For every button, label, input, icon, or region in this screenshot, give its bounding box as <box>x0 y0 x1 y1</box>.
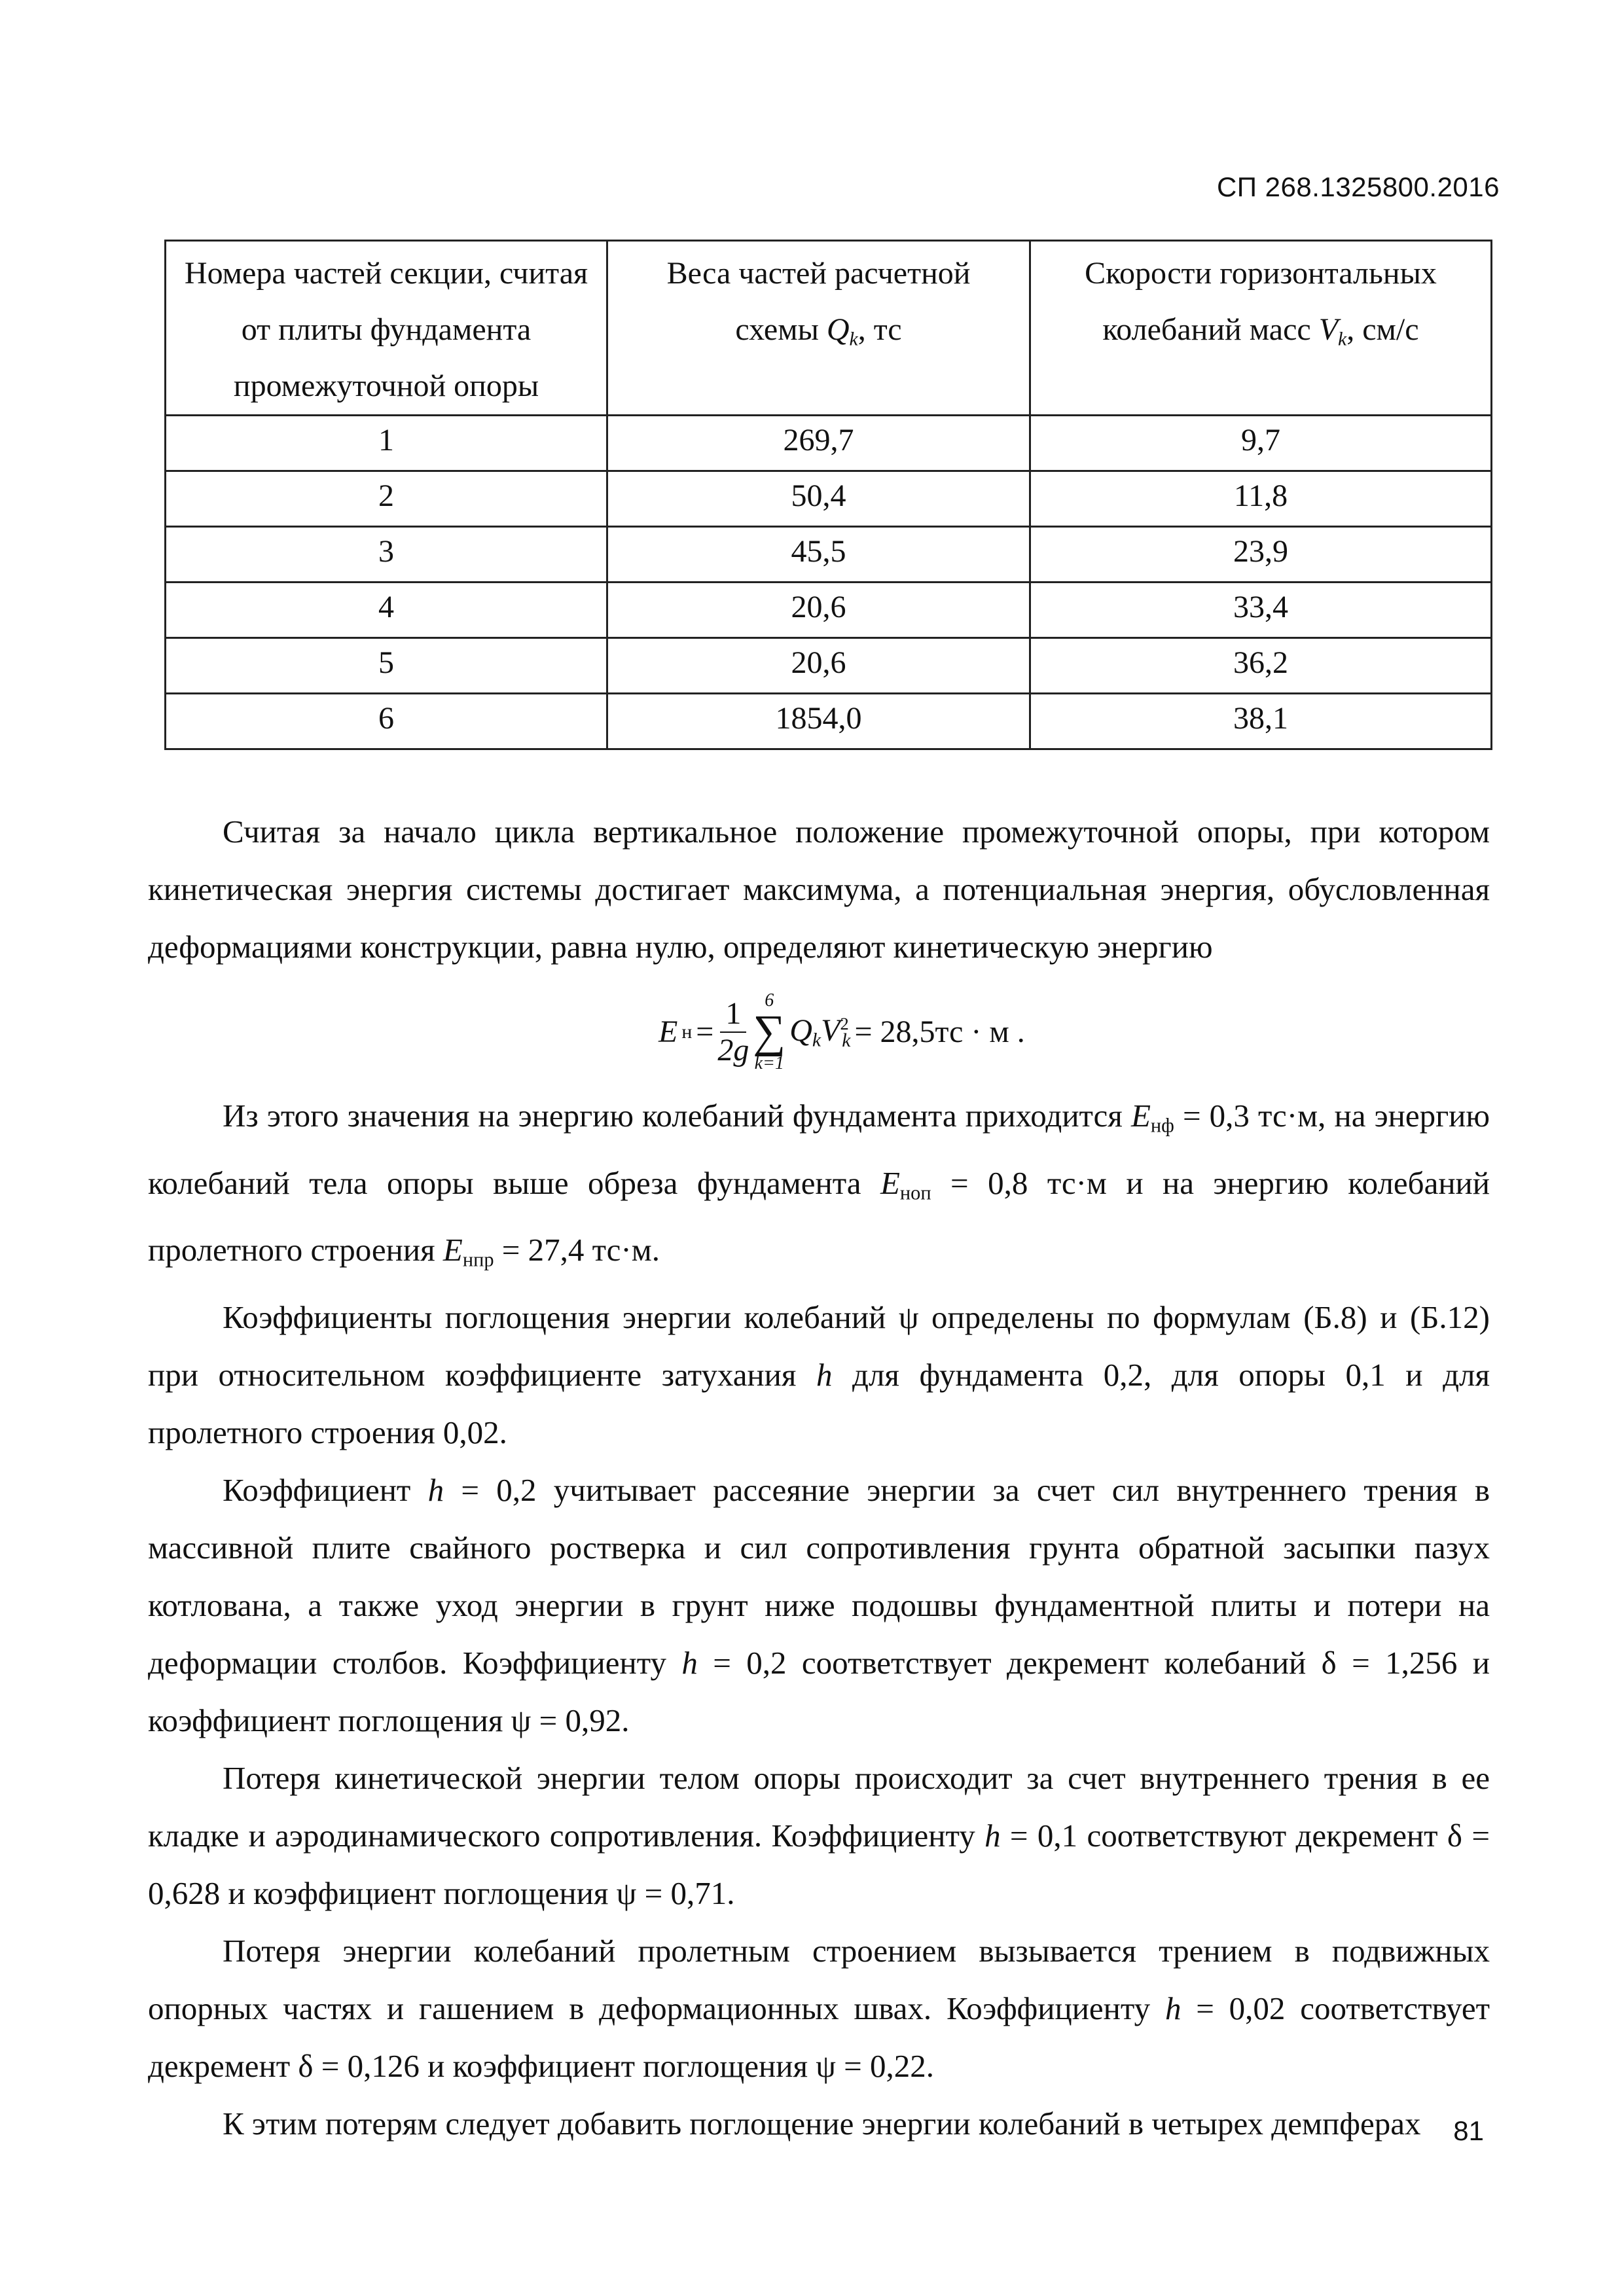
table-row <box>166 471 1492 527</box>
paragraph-span-damping: Потеря энергии колебаний пролетным строением вызывается трением в подвижных опорных частях и гашением в деформационных швах. Коэффициенту h = 0,02 соответствует декремент δ = 0,126 и коэффициент поглощения ψ = 0,22. <box>148 1932 1490 2084</box>
formula-equals: = <box>696 1014 714 1049</box>
table-header-row <box>166 241 1492 416</box>
formula-term-q-sub: k <box>812 1029 821 1051</box>
formula-term-v: V <box>821 1013 840 1049</box>
page-number: 81 <box>1453 2115 1484 2146</box>
cell-part-number: 6 <box>166 694 607 749</box>
cell-weight: 45,5 <box>607 527 1030 583</box>
formula-lhs-sub: н <box>681 1021 693 1043</box>
paragraph-energy-distribution: Из этого значения на энергию колебаний фундамента приходится Eнф = 0,3 тс·м, на энергию колебаний тела опоры выше обреза фундамента Eноп = 0,8 тс·м и на энергию колебаний пролетного строения Eнпр = 27,4 тс·м. <box>148 1098 1490 1271</box>
table-row <box>166 694 1492 749</box>
table-row <box>166 638 1492 694</box>
document-code: СП 268.1325800.2016 <box>1216 171 1500 202</box>
formula-term-q: Q <box>789 1013 812 1049</box>
cell-velocity: 9,7 <box>1030 416 1492 471</box>
formula-lhs: E <box>659 1014 678 1049</box>
formula-fraction <box>717 996 749 1068</box>
header-weights: Веса частей расчетной схемы $Q_k$, тс <box>607 241 1030 416</box>
parts-table <box>164 240 1492 750</box>
body-text <box>148 803 1490 2153</box>
formula-numerator: 1 <box>720 996 746 1033</box>
cell-weight: 20,6 <box>607 583 1030 638</box>
cell-part-number: 4 <box>166 583 607 638</box>
sum-symbol <box>753 990 785 1075</box>
paragraph-dampers: К этим потерям следует добавить поглощение энергии колебаний в четырех демпферах <box>223 2105 1421 2142</box>
cell-weight: 269,7 <box>607 416 1030 471</box>
cell-velocity: 38,1 <box>1030 694 1492 749</box>
paragraph-foundation-damping: Коэффициент h = 0,2 учитывает рассеяние энергии за счет сил внутреннего трения в массивной плите свайного ростверка и сил сопротивления грунта обратной засыпки пазух котлована, а также уход энергии в грунт ниже подошвы фундаментной плиты и потери на деформации столбов. Коэффициенту h = 0,2 соответствует декремент колебаний δ = 1,256 и коэффициент поглощения ψ = 0,92. <box>148 1471 1490 1738</box>
cell-velocity: 33,4 <box>1030 583 1492 638</box>
sigma-icon: ∑ <box>753 1007 786 1057</box>
cell-weight: 1854,0 <box>607 694 1030 749</box>
cell-velocity: 23,9 <box>1030 527 1492 583</box>
table-row <box>166 583 1492 638</box>
cell-weight: 50,4 <box>607 471 1030 527</box>
cell-part-number: 2 <box>166 471 607 527</box>
cell-part-number: 3 <box>166 527 607 583</box>
header-section-parts: Номера частей секции, считая от плиты фундамента промежуточной опоры <box>166 241 607 416</box>
cell-weight: 20,6 <box>607 638 1030 694</box>
kinetic-energy-formula <box>148 976 1490 1087</box>
paragraph-absorption-coefficients: Коэффициенты поглощения энергии колебаний ψ определены по формулам (Б.8) и (Б.12) при относительном коэффициенте затухания h для фундамента 0,2, для опоры 0,1 и для пролетного строения 0,02. <box>148 1299 1490 1450</box>
cell-part-number: 1 <box>166 416 607 471</box>
sum-lower-limit: k=1 <box>754 1053 784 1073</box>
paragraph-pier-damping: Потеря кинетической энергии телом опоры происходит за счет внутреннего трения в ее кладке и аэродинамического сопротивления. Коэффициенту h = 0,1 соответствуют декремент δ = 0,628 и коэффициент поглощения ψ = 0,71. <box>148 1759 1490 1911</box>
cell-part-number: 5 <box>166 638 607 694</box>
header-velocities: Скорости горизонтальных колебаний масс $V_k$, см/с <box>1030 241 1492 416</box>
table-row <box>166 527 1492 583</box>
table-row <box>166 416 1492 471</box>
formula-term-v-sup: 2 <box>840 1014 849 1034</box>
formula-result: = 28,5тс · м . <box>854 1014 1025 1049</box>
sum-upper-limit: 6 <box>765 990 774 1011</box>
paragraph-kinetic-energy: Считая за начало цикла вертикальное положение промежуточной опоры, при котором кинетическая энергия системы достигает максимума, а потенциальная энергия, обусловленная деформациями конструкции, равна нулю, определяют кинетическую энергию <box>148 814 1490 965</box>
cell-velocity: 36,2 <box>1030 638 1492 694</box>
cell-velocity: 11,8 <box>1030 471 1492 527</box>
formula-term-v-sub: k <box>842 1029 851 1051</box>
formula-denominator: 2g <box>717 1033 749 1067</box>
